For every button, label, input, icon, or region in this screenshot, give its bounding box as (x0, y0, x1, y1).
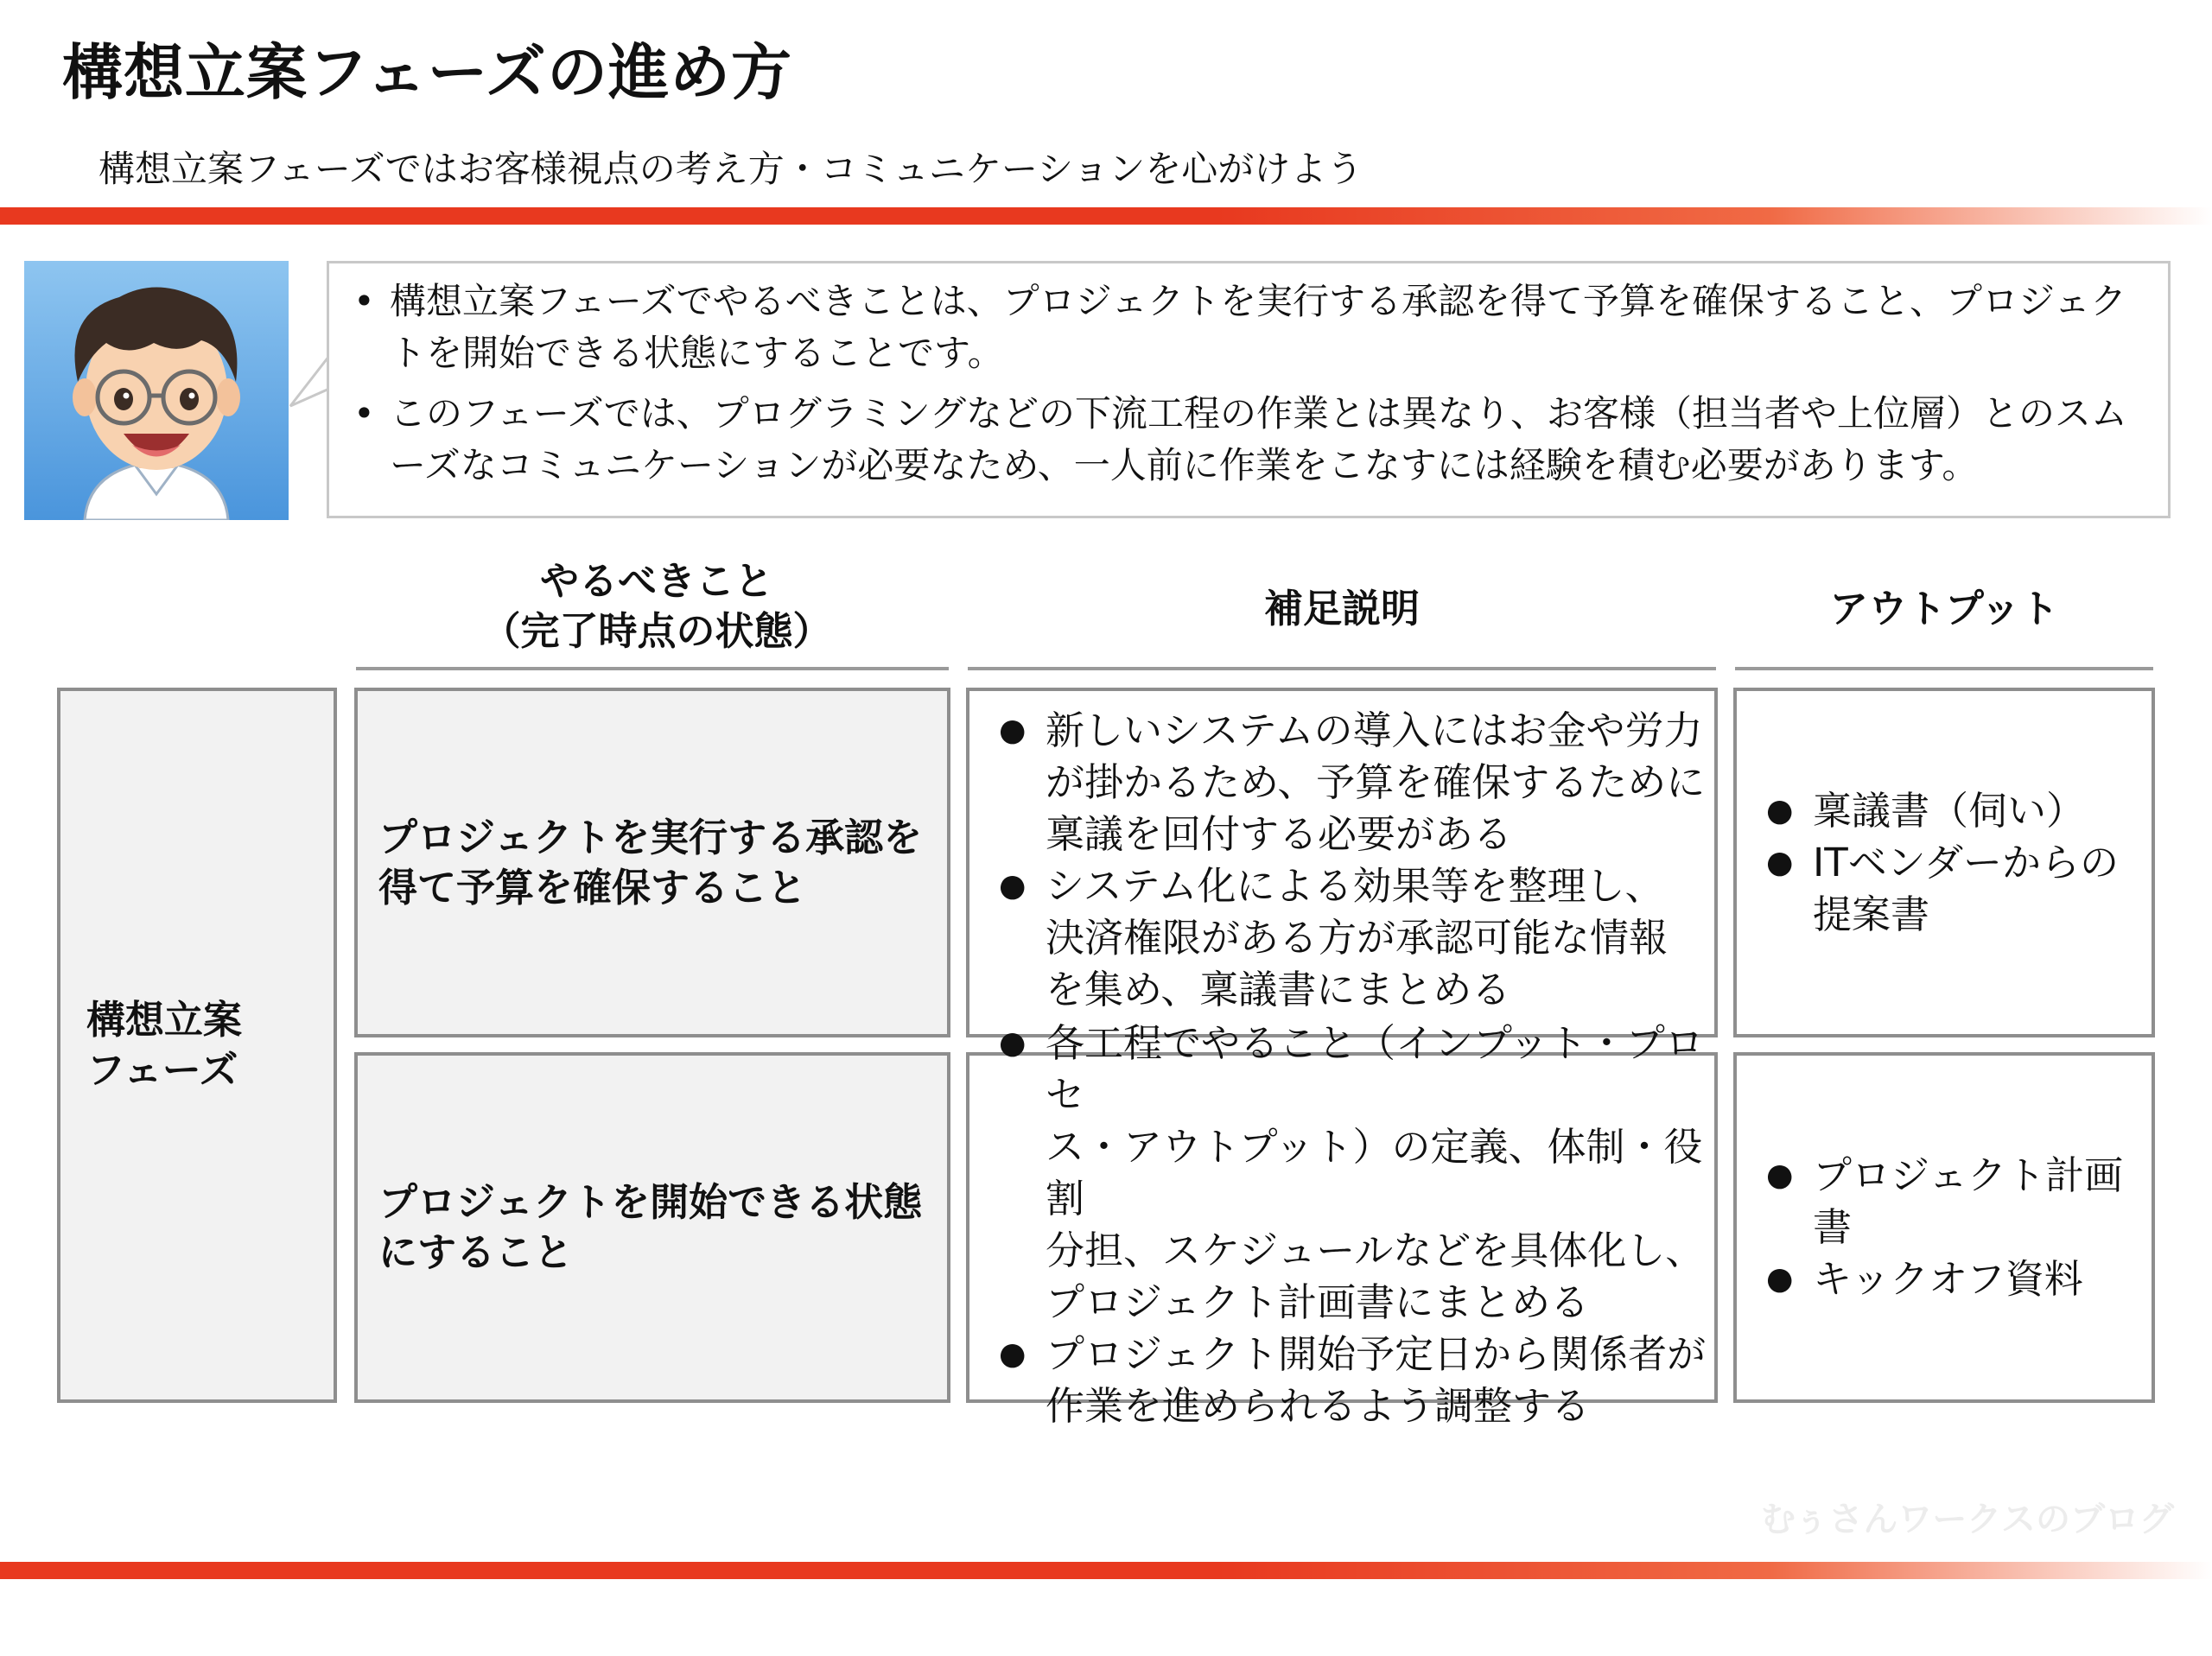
bottom-accent-bar (0, 1562, 2212, 1579)
page-subtitle: 構想立案フェーズではお客様視点の考え方・コミュニケーションを心がけよう (99, 148, 1363, 190)
todo-cell-row-2 (354, 1052, 950, 1403)
note-item: ● 新しいシステムの導入にはお金や労力 が掛かるため、予算を確保するために 稟議を回付する必要がある (999, 705, 1705, 860)
column-header-todo (354, 556, 959, 657)
todo-cell-row-1 (354, 688, 950, 1037)
todo-text: プロジェクトを開始できる状態 にすること (378, 1179, 923, 1275)
notes-cell-row-2 (966, 1020, 1718, 1429)
intro-speech-bubble (327, 261, 2171, 518)
output-item: ● 稟議書（伺い） (1766, 785, 2119, 837)
header-underline (356, 667, 949, 670)
column-header-notes: 補足説明 (1263, 586, 1420, 631)
column-header-todo-line1: やるべきこと (539, 558, 773, 604)
speech-bubble-tail-icon (289, 354, 330, 415)
top-accent-bar (0, 207, 2212, 225)
intro-bullet: • 構想立案フェーズでやるべきことは、プロジェクトを実行する承認を得て予算を確保すること、プロジェクトを開始できる状態にすることです。 (343, 276, 2142, 379)
note-item: ● システム化による効果等を整理し、 決済権限がある方が承認可能な情報 を集め、稟議書にまとめる (999, 860, 1705, 1016)
note-item: ● 各工程でやること（インプット・プロセ ス・アウトプット）の定義、体制・役割 分担、スケジュールなどを具体化し、 プロジェクト計画書にまとめる (999, 1018, 1714, 1329)
blog-watermark: むぅさんワークスのブログ (1761, 1500, 2174, 1539)
phase-label: 構想立案 フェーズ (86, 997, 243, 1093)
output-item: ● キックオフ資料 (1766, 1253, 2152, 1305)
todo-text: プロジェクトを実行する承認を 得て予算を確保すること (378, 814, 923, 910)
output-cell-row-1 (1733, 688, 2155, 1037)
intro-bullet: • このフェーズでは、プログラミングなどの下流工程の作業とは異なり、お客様（担当者や上位層）とのスムーズなコミュニケーションが必要なため、一人前に作業をこなすには経験を積む必要があります。 (343, 388, 2142, 492)
notes-cell-row-1 (966, 688, 1718, 1037)
output-cell-row-2 (1733, 1052, 2155, 1403)
header-underline (968, 667, 1716, 670)
note-item: ● プロジェクト開始予定日から関係者が 作業を進められるよう調整する (999, 1329, 1714, 1432)
smiling-man-with-glasses-avatar-icon (24, 261, 289, 520)
output-item: ● プロジェクト計画書 (1766, 1150, 2152, 1253)
page-title: 構想立案フェーズの進め方 (62, 37, 792, 108)
column-header-output: アウトプット (1829, 586, 2059, 631)
phase-label-cell (57, 688, 337, 1403)
output-item: ● ITベンダーからの 提案書 (1766, 837, 2119, 941)
column-header-todo-line2: （完了時点の状態） (481, 608, 832, 654)
header-underline (1735, 667, 2153, 670)
